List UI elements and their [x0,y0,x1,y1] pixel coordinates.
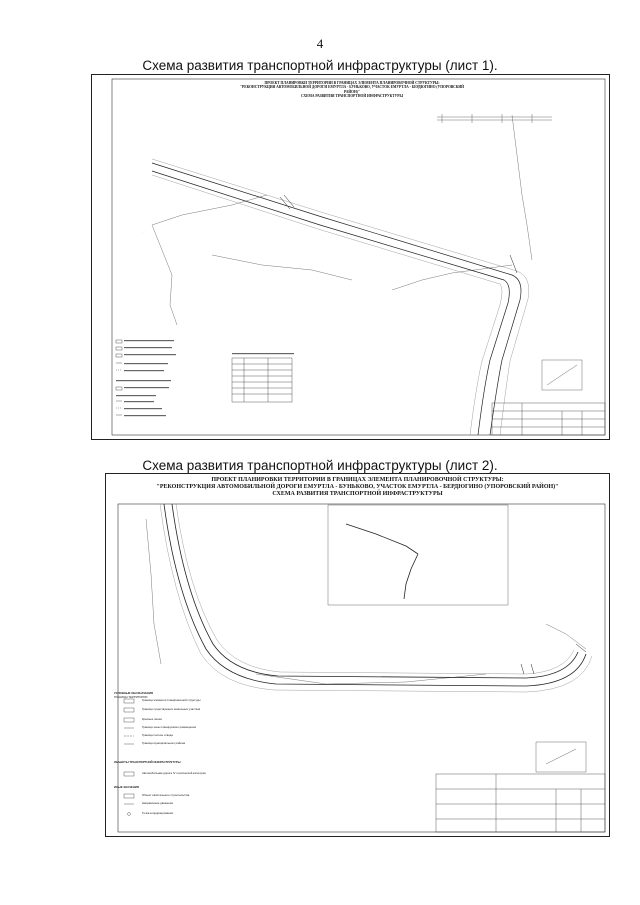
map-label: . [142,230,143,234]
sheet-2-caption: Схема развития транспортной инфраструктуры (лист 2). [142,458,498,473]
sheet-1-map [92,75,609,439]
legend-group-3: ИНЫЕ ЗНАЧЕНИЯ [114,785,139,789]
legend-group-2: ОБЪЕКТЫ ТРАНСПОРТНОЙ ИНФРАСТРУКТУРЫ [114,760,181,764]
sheet-2-header-line-2: "РЕКОНСТРУКЦИЯ АВТОМОБИЛЬНОЙ ДОРОГИ ЕМУРТЛА - БУНЬКОВО, УЧАСТОК ЕМУРТЛА - БЕРДЮГИНО (УПОРОВСКИЙ РАЙОН)" [156,484,559,491]
sheet-1-header-line-2: "РЕКОНСТРУКЦИЯ АВТОМОБИЛЬНОЙ ДОРОГИ ЕМУРТЛА - БУНЬКОВО, УЧАСТОК ЕМУРТЛА - БЕРДЮГИНО (УПОРОВСКИЙ РАЙОН)" [240,85,464,94]
legend-item: Красные линии [142,717,162,721]
sheet-1-header-line-1: ПРОЕКТ ПЛАНИРОВКИ ТЕРРИТОРИИ В ГРАНИЦАХ ЭЛЕМЕНТА ПЛАНИРОВОЧНОЙ СТРУКТУРЫ: [264,81,440,85]
sheet-2-map [106,474,609,836]
legend-item: Граница существующих земельных участков [142,707,201,711]
legend-group-1: ГРАНИЦЫ ТЕРРИТОРИИ [114,695,148,699]
sheet-2-header-line-1: ПРОЕКТ ПЛАНИРОВКИ ТЕРРИТОРИИ В ГРАНИЦАХ ЭЛЕМЕНТА ПЛАНИРОВОЧНОЙ СТРУКТУРЫ: [211,477,504,483]
legend-item: Граница муниципального района [142,741,186,745]
legend-item: Граница зоны планируемого размещения [142,725,196,729]
legend-title: УСЛОВНЫЕ ОБОЗНАЧЕНИЯ [114,691,154,695]
legend-item: Автомобильная дорога IV технической категории [142,771,206,775]
sheet-1-drawing [91,74,610,440]
page-number: 4 [316,36,324,51]
sheet-1-header-line-3: СХЕМА РАЗВИТИЯ ТРАНСПОРТНОЙ ИНФРАСТРУКТУРЫ [301,93,403,98]
sheet-2-drawing [105,473,610,837]
legend-item: Граница элемента планировочной структуры [142,698,201,702]
legend-item: Точка координирования [142,811,173,815]
sheet-1-caption: Схема развития транспортной инфраструктуры (лист 1). [142,58,498,73]
sheet-2-header-line-3: СХЕМА РАЗВИТИЯ ТРАНСПОРТНОЙ ИНФРАСТРУКТУРЫ [272,491,443,498]
legend-item: Граница полосы отвода [142,733,173,737]
legend-item: Направление движения [142,801,173,805]
legend-item: Объект капитального строительства [142,793,190,797]
